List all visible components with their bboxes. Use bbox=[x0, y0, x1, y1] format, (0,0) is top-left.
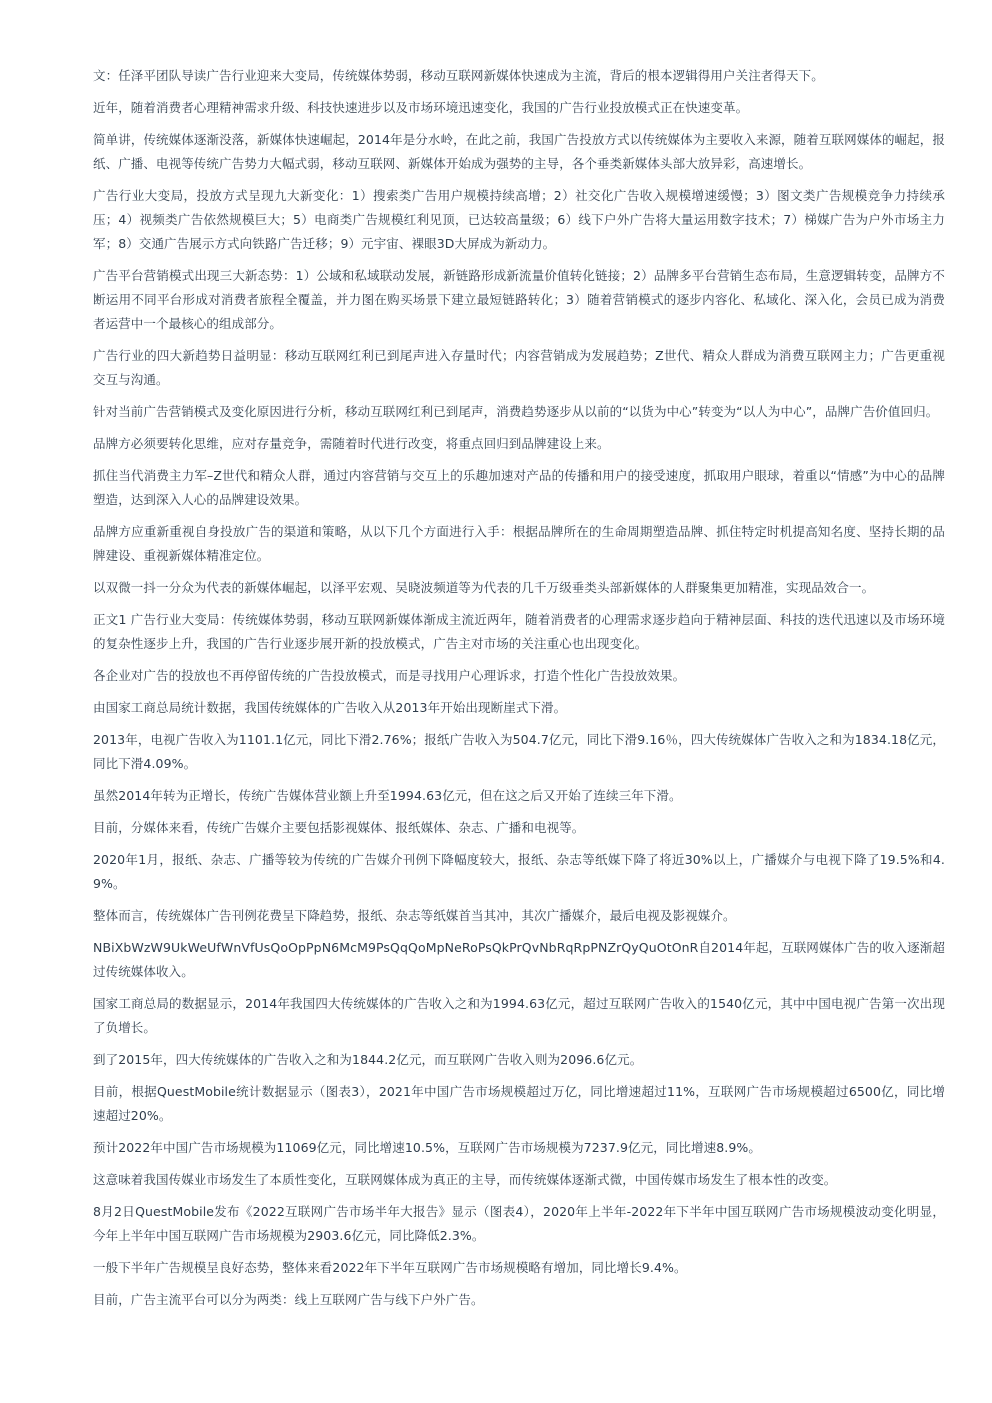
paragraph: 简单讲，传统媒体逐渐没落，新媒体快速崛起，2014年是分水岭，在此之前，我国广告投放方式以传统媒体为主要收入来源，随着互联网媒体的崛起，报纸、广播、电视等传统广告势力大幅式弱，移动互联网、新媒体开始成为强势的主导，各个垂类新媒体头部大放异彩，高速增长。 bbox=[93, 132, 945, 171]
paragraph: 目前，根据QuestMobile统计数据显示（图表3），2021年中国广告市场规模超过万亿，同比增速超过11%，互联网广告市场规模超过6500亿，同比增速超过20%。 bbox=[93, 1084, 945, 1123]
paragraph: 8月2日QuestMobile发布《2022互联网广告市场半年大报告》显示（图表4），2020年上半年-2022年下半年中国互联网广告市场规模波动变化明显，今年上半年中国互联网广告市场规模为2903.6亿元，同比降低2.3%。 bbox=[93, 1204, 945, 1243]
paragraph: 以双微一抖一分众为代表的新媒体崛起，以泽平宏观、吴晓波频道等为代表的几千万级垂类头部新媒体的人群聚集更加精准，实现品效合一。 bbox=[93, 580, 875, 595]
paragraph: 虽然2014年转为正增长，传统广告媒体营业额上升至1994.63亿元，但在这之后又开始了连续三年下滑。 bbox=[93, 788, 682, 803]
paragraph: 广告行业的四大新趋势日益明显：移动互联网红利已到尾声进入存量时代；内容营销成为发展趋势；Z世代、精众人群成为消费互联网主力；广告更重视交互与沟通。 bbox=[93, 348, 945, 387]
paragraph: 广告平台营销模式出现三大新态势：1）公域和私域联动发展，新链路形成新流量价值转化链接；2）品牌多平台营销生态布局，生意逻辑转变，品牌方不断运用不同平台形成对消费者旅程全覆盖，并力图在购买场景下建立最短链路转化；3）随着营销模式的逐步内容化、私域化、深入化，会员已成为消费者运营中一个最核心的组成部分。 bbox=[93, 268, 945, 331]
paragraph: 抓住当代消费主力军–Z世代和精众人群，通过内容营销与交互上的乐趣加速对产品的传播和用户的接受速度，抓取用户眼球，着重以“情感”为中心的品牌塑造，达到深入人心的品牌建设效果。 bbox=[93, 468, 945, 507]
paragraph: 针对当前广告营销模式及变化原因进行分析，移动互联网红利已到尾声，消费趋势逐步从以前的“以货为中心”转变为“以人为中心”，品牌广告价值回归。 bbox=[93, 404, 939, 419]
paragraph: 品牌方应重新重视自身投放广告的渠道和策略，从以下几个方面进行入手：根据品牌所在的生命周期塑造品牌、抓住特定时机提高知名度、坚持长期的品牌建设、重视新媒体精准定位。 bbox=[93, 524, 945, 563]
paragraph: NBiXbWzW9UkWeUfWnVfUsQoOpPpN6McM9PsQqQoMpNeRoPsQkPrQvNbRqRpPNZrQyQuOtOnR自2014年起，互联网媒体广告的收入逐渐超过传统媒体收入。 bbox=[93, 940, 945, 979]
paragraph: 近年，随着消费者心理精神需求升级、科技快速进步以及市场环境迅速变化，我国的广告行业投放模式正在快速变革。 bbox=[93, 100, 749, 115]
paragraph: 广告行业大变局，投放方式呈现九大新变化：1）搜索类广告用户规模持续高增；2）社交化广告收入规模增速缓慢；3）图文类广告规模竞争力持续承压；4）视频类广告依然规模巨大；5）电商类广告规模红利见顶，已达较高量级；6）线下户外广告将大量运用数字技术；7）梯媒广告为户外市场主力军；8）交通广告展示方式向铁路广告迁移；9）元宇宙、裸眼3D大屏成为新动力。 bbox=[93, 188, 945, 251]
intro-paragraph: 文：任泽平团队导读广告行业迎来大变局，传统媒体势弱，移动互联网新媒体快速成为主流，背后的根本逻辑得用户关注者得天下。 bbox=[93, 68, 824, 83]
paragraph: 2013年，电视广告收入为1101.1亿元，同比下滑2.76%；报纸广告收入为504.7亿元，同比下滑9.16％，四大传统媒体广告收入之和为1834.18亿元，同比下滑4.09%。 bbox=[93, 732, 945, 771]
paragraph: 到了2015年，四大传统媒体的广告收入之和为1844.2亿元，而互联网广告收入则为2096.6亿元。 bbox=[93, 1052, 643, 1067]
paragraph: 各企业对广告的投放也不再停留传统的广告投放模式，而是寻找用户心理诉求，打造个性化广告投放效果。 bbox=[93, 668, 686, 683]
paragraph: 目前，广告主流平台可以分为两类：线上互联网广告与线下户外广告。 bbox=[93, 1292, 484, 1307]
paragraph: 这意味着我国传媒业市场发生了本质性变化，互联网媒体成为真正的主导，而传统媒体逐渐式微，中国传媒市场发生了根本性的改变。 bbox=[93, 1172, 837, 1187]
document-body bbox=[93, 64, 945, 1320]
paragraph: 国家工商总局的数据显示，2014年我国四大传统媒体的广告收入之和为1994.63亿元，超过互联网广告收入的1540亿元，其中中国电视广告第一次出现了负增长。 bbox=[93, 996, 945, 1035]
paragraph: 一般下半年广告规模呈良好态势，整体来看2022年下半年互联网广告市场规模略有增加，同比增长9.4%。 bbox=[93, 1260, 687, 1275]
paragraph: 品牌方必须要转化思维，应对存量竞争，需随着时代进行改变，将重点回归到品牌建设上来。 bbox=[93, 436, 610, 451]
paragraph: 整体而言，传统媒体广告刊例花费呈下降趋势，报纸、杂志等纸媒首当其冲，其次广播媒介，最后电视及影视媒介。 bbox=[93, 908, 736, 923]
paragraph: 目前，分媒体来看，传统广告媒介主要包括影视媒体、报纸媒体、杂志、广播和电视等。 bbox=[93, 820, 585, 835]
paragraph: 2020年1月，报纸、杂志、广播等较为传统的广告媒介刊例下降幅度较大，报纸、杂志等纸媒下降了将近30%以上，广播媒介与电视下降了19.5%和4.9%。 bbox=[93, 852, 945, 891]
paragraph: 预计2022年中国广告市场规模为11069亿元，同比增速10.5%，互联网广告市场规模为7237.9亿元，同比增速8.9%。 bbox=[93, 1140, 761, 1155]
paragraph: 由国家工商总局统计数据，我国传统媒体的广告收入从2013年开始出现断崖式下滑。 bbox=[93, 700, 567, 715]
section-paragraph: 正文1 广告行业大变局：传统媒体势弱，移动互联网新媒体渐成主流近两年，随着消费者的心理需求逐步趋向于精神层面、科技的迭代迅速以及市场环境的复杂性逐步上升，我国的广告行业逐步展开新的投放模式，广告主对市场的关注重心也出现变化。 bbox=[93, 612, 945, 651]
